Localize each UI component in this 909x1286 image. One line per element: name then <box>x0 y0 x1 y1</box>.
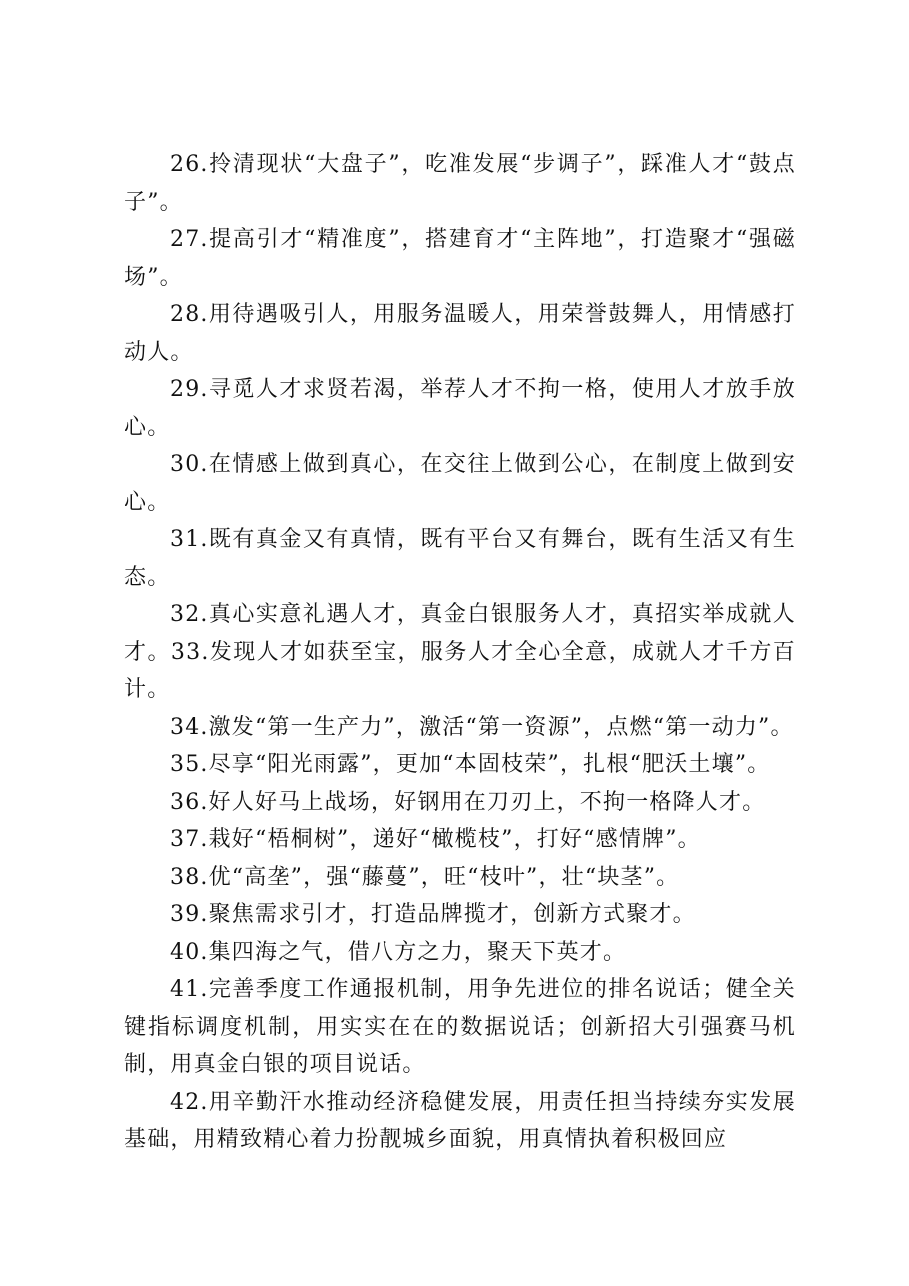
paragraph-35: 35.尽享“阳光雨露”，更加“本固枝荣”，扎根“肥沃土壤”。 <box>170 752 771 777</box>
paragraph-32-33: 32.真心实意礼遇人才，真金白银服务人才，真招实举成就人才。33.发现人才如获至宝，服务人才全心全意，成就人才千方百计。 <box>124 602 796 702</box>
paragraph-40: 40.集四海之气，借八方之力，聚天下英才。 <box>170 939 627 965</box>
paragraph-27: 27.提高引才“精准度”，搭建育才“主阵地”，打造聚才“强磁场”。 <box>124 227 796 290</box>
paragraph-26: 26.拎清现状“大盘子”，吃准发展“步调子”，踩准人才“鼓点子”。 <box>124 152 796 215</box>
paragraph-34: 34.激发“第一生产力”，激活“第一资源”，点燃“第一动力”。 <box>170 714 794 740</box>
paragraph-37: 37.栽好“梧桐树”，递好“橄榄枝”，打好“感情牌”。 <box>170 827 701 852</box>
paragraph-30: 30.在情感上做到真心，在交往上做到公心，在制度上做到安心。 <box>124 452 796 515</box>
paragraph-41: 41.完善季度工作通报机制，用争先进位的排名说话；健全关键指标调度机制，用实实在在的数据说话；创新招大引强赛马机制，用真金白银的项目说话。 <box>124 977 796 1077</box>
document-body <box>124 146 796 1159</box>
paragraph-28: 28.用待遇吸引人，用服务温暖人，用荣誉鼓舞人，用情感打动人。 <box>124 302 796 365</box>
paragraph-39: 39.聚焦需求引才，打造品牌揽才，创新方式聚才。 <box>170 902 696 927</box>
paragraph-36: 36.好人好马上战场，好钢用在刀刃上，不拘一格降人才。 <box>170 789 766 815</box>
paragraph-31: 31.既有真金又有真情，既有平台又有舞台，既有生活又有生态。 <box>124 527 796 590</box>
paragraph-38: 38.优“高垄”，强“藤蔓”，旺“枝叶”，壮“块茎”。 <box>170 864 680 890</box>
paragraph-29: 29.寻觅人才求贤若渴，举荐人才不拘一格，使用人才放手放心。 <box>124 377 796 440</box>
paragraph-42: 42.用辛勤汗水推动经济稳健发展，用责任担当持续夯实发展基础，用精致精心着力扮靓城乡面貌，用真情执着积极回应 <box>124 1089 796 1152</box>
